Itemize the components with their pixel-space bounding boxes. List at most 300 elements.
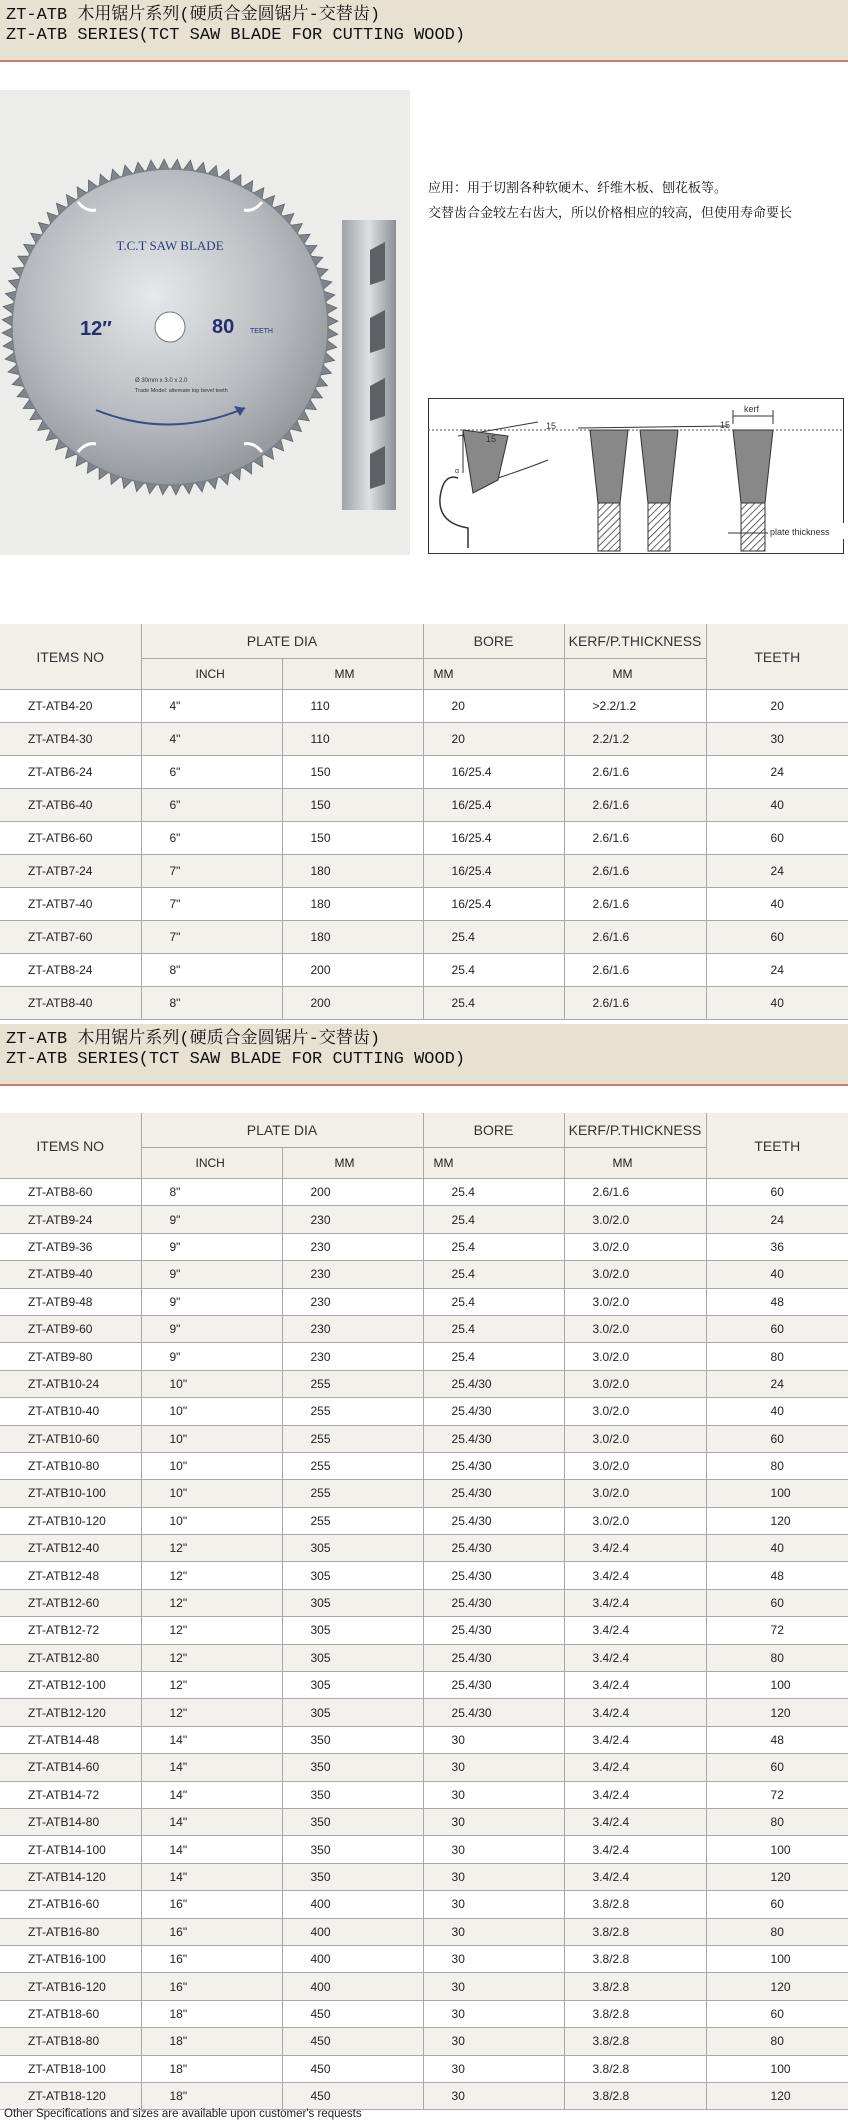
cell-teeth: 40 — [706, 1261, 848, 1288]
cell-bore: 25.4/30 — [423, 1535, 564, 1562]
table-row — [0, 822, 848, 855]
cell-item-no: ZT-ATB4-20 — [0, 690, 141, 723]
application-description — [428, 175, 838, 225]
table-row — [0, 1589, 848, 1616]
cell-mm: 255 — [282, 1370, 423, 1397]
cell-mm: 255 — [282, 1480, 423, 1507]
header-kerf: KERF/P.THICKNESS — [564, 624, 706, 659]
header-teeth-2: TEETH — [706, 1113, 848, 1179]
table-row — [0, 1343, 848, 1370]
table-row — [0, 1754, 848, 1781]
table-row — [0, 1644, 848, 1671]
header-plate-dia: PLATE DIA — [141, 624, 423, 659]
cell-bore: 20 — [423, 723, 564, 756]
cell-mm: 110 — [282, 690, 423, 723]
cell-item-no: ZT-ATB7-24 — [0, 855, 141, 888]
cell-item-no: ZT-ATB16-80 — [0, 1918, 141, 1945]
blade-teeth-word: TEETH — [250, 328, 273, 335]
cell-teeth: 120 — [706, 1973, 848, 2000]
cell-inch: 7" — [141, 921, 282, 954]
cell-mm: 350 — [282, 1836, 423, 1863]
cell-item-no: ZT-ATB10-80 — [0, 1452, 141, 1479]
cell-bore: 30 — [423, 1891, 564, 1918]
cell-kerf: 3.4/2.4 — [564, 1562, 706, 1589]
table-row — [0, 1480, 848, 1507]
cell-teeth: 40 — [706, 987, 848, 1020]
cell-inch: 14" — [141, 1726, 282, 1753]
cell-kerf: 3.0/2.0 — [564, 1343, 706, 1370]
cell-kerf: 3.0/2.0 — [564, 1288, 706, 1315]
cell-kerf: 3.0/2.0 — [564, 1507, 706, 1534]
cell-kerf: 3.8/2.8 — [564, 1891, 706, 1918]
cell-bore: 25.4/30 — [423, 1480, 564, 1507]
cell-bore: 25.4/30 — [423, 1699, 564, 1726]
cell-item-no: ZT-ATB12-40 — [0, 1535, 141, 1562]
cell-kerf: 3.0/2.0 — [564, 1425, 706, 1452]
subheader-inch-2: INCH — [141, 1148, 282, 1179]
table-row — [0, 1617, 848, 1644]
cell-teeth: 120 — [706, 2082, 848, 2109]
subheader-mm-dia: MM — [282, 659, 423, 690]
cell-teeth: 60 — [706, 1315, 848, 1342]
cell-mm: 255 — [282, 1398, 423, 1425]
table-row — [0, 2055, 848, 2082]
cell-teeth: 24 — [706, 756, 848, 789]
cell-mm: 180 — [282, 855, 423, 888]
cell-teeth: 120 — [706, 1699, 848, 1726]
cell-bore: 30 — [423, 2055, 564, 2082]
cell-kerf: 3.4/2.4 — [564, 1863, 706, 1890]
cell-kerf: 3.4/2.4 — [564, 1754, 706, 1781]
cell-inch: 10" — [141, 1398, 282, 1425]
cell-mm: 180 — [282, 888, 423, 921]
table-row — [0, 987, 848, 1020]
cell-mm: 230 — [282, 1288, 423, 1315]
cell-bore: 25.4 — [423, 1315, 564, 1342]
cell-inch: 14" — [141, 1863, 282, 1890]
cell-item-no: ZT-ATB9-36 — [0, 1233, 141, 1260]
cell-bore: 16/25.4 — [423, 855, 564, 888]
svg-text:α: α — [455, 468, 460, 475]
cell-teeth: 80 — [706, 1343, 848, 1370]
cell-inch: 9" — [141, 1343, 282, 1370]
spec-table-2-body — [0, 1179, 848, 2110]
cell-kerf: 3.8/2.8 — [564, 1945, 706, 1972]
cell-kerf: 2.6/1.6 — [564, 789, 706, 822]
cell-inch: 10" — [141, 1370, 282, 1397]
cell-item-no: ZT-ATB9-48 — [0, 1288, 141, 1315]
cell-teeth: 40 — [706, 1535, 848, 1562]
table-row — [0, 690, 848, 723]
cell-item-no: ZT-ATB12-80 — [0, 1644, 141, 1671]
cell-item-no: ZT-ATB10-100 — [0, 1480, 141, 1507]
cell-teeth: 40 — [706, 789, 848, 822]
cell-mm: 200 — [282, 987, 423, 1020]
cell-bore: 25.4 — [423, 954, 564, 987]
cell-teeth: 80 — [706, 1452, 848, 1479]
cell-kerf: 3.4/2.4 — [564, 1808, 706, 1835]
cell-mm: 305 — [282, 1617, 423, 1644]
cell-bore: 25.4/30 — [423, 1644, 564, 1671]
table-row — [0, 1507, 848, 1534]
cell-teeth: 36 — [706, 1233, 848, 1260]
header-plate-dia-2: PLATE DIA — [141, 1113, 423, 1148]
cell-mm: 305 — [282, 1589, 423, 1616]
cell-item-no: ZT-ATB14-80 — [0, 1808, 141, 1835]
cell-inch: 12" — [141, 1589, 282, 1616]
cell-mm: 350 — [282, 1863, 423, 1890]
cell-inch: 6" — [141, 822, 282, 855]
cell-bore: 25.4 — [423, 1233, 564, 1260]
cell-kerf: 3.8/2.8 — [564, 2082, 706, 2109]
cell-inch: 14" — [141, 1836, 282, 1863]
cell-bore: 25.4/30 — [423, 1672, 564, 1699]
cell-mm: 400 — [282, 1973, 423, 2000]
cell-inch: 12" — [141, 1699, 282, 1726]
spec-table-1 — [0, 624, 848, 1020]
cell-mm: 200 — [282, 1179, 423, 1206]
header-items-no: ITEMS NO — [0, 624, 141, 690]
table-row — [0, 1179, 848, 1206]
cell-teeth: 60 — [706, 921, 848, 954]
cell-teeth: 80 — [706, 2028, 848, 2055]
cell-mm: 450 — [282, 2082, 423, 2109]
footnote: Other Specifications and sizes are available upon customer's requests — [4, 2108, 362, 2120]
description-line-1: 应用：用于切割各种软硬木、纤维木板、刨花板等。 — [428, 180, 728, 195]
cell-bore: 20 — [423, 690, 564, 723]
table-row — [0, 2000, 848, 2027]
saw-blade-photo — [0, 90, 410, 555]
cell-item-no: ZT-ATB10-40 — [0, 1398, 141, 1425]
cell-inch: 6" — [141, 756, 282, 789]
description-line-2: 交替齿合金较左右齿大，所以价格相应的较高，但使用寿命要长 — [428, 205, 793, 220]
cell-mm: 400 — [282, 1945, 423, 1972]
cell-teeth: 80 — [706, 1808, 848, 1835]
cell-bore: 16/25.4 — [423, 789, 564, 822]
cell-item-no: ZT-ATB8-60 — [0, 1179, 141, 1206]
cell-bore: 25.4/30 — [423, 1398, 564, 1425]
cell-bore: 30 — [423, 1754, 564, 1781]
cell-bore: 16/25.4 — [423, 888, 564, 921]
table-row — [0, 1808, 848, 1835]
cell-teeth: 60 — [706, 1754, 848, 1781]
title-chinese-2: ZT-ATB 木用锯片系列(硬质合金圆锯片-交替齿) — [6, 1030, 381, 1049]
cell-kerf: 3.4/2.4 — [564, 1726, 706, 1753]
cell-item-no: ZT-ATB14-72 — [0, 1781, 141, 1808]
cell-bore: 30 — [423, 1781, 564, 1808]
cell-kerf: 3.0/2.0 — [564, 1233, 706, 1260]
table-row — [0, 1370, 848, 1397]
header-bore-2: BORE — [423, 1113, 564, 1148]
cell-kerf: 3.8/2.8 — [564, 1973, 706, 2000]
table-row — [0, 1863, 848, 1890]
table-row — [0, 1233, 848, 1260]
cell-kerf: 3.4/2.4 — [564, 1644, 706, 1671]
table-row — [0, 1535, 848, 1562]
table-row — [0, 888, 848, 921]
cell-bore: 25.4/30 — [423, 1452, 564, 1479]
table-row — [0, 1699, 848, 1726]
cell-bore: 25.4 — [423, 987, 564, 1020]
cell-teeth: 48 — [706, 1288, 848, 1315]
cell-kerf: 3.0/2.0 — [564, 1398, 706, 1425]
cell-kerf: 3.0/2.0 — [564, 1480, 706, 1507]
cell-kerf: 3.4/2.4 — [564, 1589, 706, 1616]
cell-bore: 25.4 — [423, 1288, 564, 1315]
cell-mm: 150 — [282, 822, 423, 855]
cell-teeth: 24 — [706, 954, 848, 987]
cell-mm: 255 — [282, 1425, 423, 1452]
header-banner-top — [0, 0, 848, 62]
blade-label: T.C.T SAW BLADE — [116, 238, 224, 253]
cell-inch: 10" — [141, 1507, 282, 1534]
cell-bore: 16/25.4 — [423, 756, 564, 789]
cell-item-no: ZT-ATB16-60 — [0, 1891, 141, 1918]
header-items-no-2: ITEMS NO — [0, 1113, 141, 1179]
cell-inch: 7" — [141, 855, 282, 888]
cell-inch: 4" — [141, 723, 282, 756]
table-row — [0, 1918, 848, 1945]
cell-bore: 30 — [423, 2000, 564, 2027]
header-bore: BORE — [423, 624, 564, 659]
cell-mm: 230 — [282, 1315, 423, 1342]
cell-teeth: 48 — [706, 1562, 848, 1589]
cell-bore: 25.4/30 — [423, 1617, 564, 1644]
cell-item-no: ZT-ATB8-24 — [0, 954, 141, 987]
cell-teeth: 24 — [706, 1370, 848, 1397]
cell-bore: 30 — [423, 1863, 564, 1890]
table-row — [0, 1398, 848, 1425]
header-kerf-2: KERF/P.THICKNESS — [564, 1113, 706, 1148]
cell-mm: 305 — [282, 1562, 423, 1589]
cell-item-no: ZT-ATB12-120 — [0, 1699, 141, 1726]
cell-kerf: 2.6/1.6 — [564, 756, 706, 789]
cell-kerf: 2.6/1.6 — [564, 921, 706, 954]
cell-teeth: 100 — [706, 1672, 848, 1699]
cell-mm: 150 — [282, 789, 423, 822]
cell-teeth: 60 — [706, 1589, 848, 1616]
cell-teeth: 100 — [706, 1480, 848, 1507]
cell-item-no: ZT-ATB6-24 — [0, 756, 141, 789]
table-row — [0, 723, 848, 756]
table-row — [0, 954, 848, 987]
cell-inch: 16" — [141, 1891, 282, 1918]
cell-item-no: ZT-ATB6-60 — [0, 822, 141, 855]
title-english: ZT-ATB SERIES(TCT SAW BLADE FOR CUTTING WOOD) — [6, 26, 466, 45]
cell-inch: 8" — [141, 954, 282, 987]
cell-item-no: ZT-ATB12-100 — [0, 1672, 141, 1699]
blade-bore — [155, 312, 185, 342]
cell-teeth: 40 — [706, 888, 848, 921]
cell-inch: 16" — [141, 1918, 282, 1945]
cell-bore: 30 — [423, 1808, 564, 1835]
table-row — [0, 1836, 848, 1863]
cell-item-no: ZT-ATB14-48 — [0, 1726, 141, 1753]
cell-inch: 16" — [141, 1973, 282, 2000]
blade-size: 12″ — [80, 318, 112, 340]
blade-teeth-count: 80 — [212, 316, 235, 338]
table-row — [0, 1261, 848, 1288]
cell-bore: 25.4 — [423, 921, 564, 954]
cell-item-no: ZT-ATB7-40 — [0, 888, 141, 921]
subheader-mm-kerf: MM — [564, 659, 706, 690]
cell-item-no: ZT-ATB4-30 — [0, 723, 141, 756]
cell-inch: 12" — [141, 1672, 282, 1699]
cell-mm: 350 — [282, 1808, 423, 1835]
cell-mm: 305 — [282, 1644, 423, 1671]
cell-teeth: 60 — [706, 1891, 848, 1918]
subheader-mm-bore-2: MM — [423, 1148, 564, 1179]
cell-item-no: ZT-ATB8-40 — [0, 987, 141, 1020]
cell-inch: 7" — [141, 888, 282, 921]
cell-item-no: ZT-ATB12-72 — [0, 1617, 141, 1644]
cell-teeth: 100 — [706, 1945, 848, 1972]
cell-teeth: 60 — [706, 1425, 848, 1452]
cell-item-no: ZT-ATB14-60 — [0, 1754, 141, 1781]
cell-kerf: 3.4/2.4 — [564, 1836, 706, 1863]
cell-inch: 18" — [141, 2000, 282, 2027]
cell-bore: 25.4 — [423, 1343, 564, 1370]
cell-kerf: 2.6/1.6 — [564, 954, 706, 987]
cell-bore: 16/25.4 — [423, 822, 564, 855]
cell-mm: 350 — [282, 1781, 423, 1808]
cell-teeth: 60 — [706, 1179, 848, 1206]
cell-item-no: ZT-ATB14-100 — [0, 1836, 141, 1863]
cell-kerf: 3.4/2.4 — [564, 1781, 706, 1808]
cell-mm: 400 — [282, 1918, 423, 1945]
title-english-2: ZT-ATB SERIES(TCT SAW BLADE FOR CUTTING WOOD) — [6, 1050, 466, 1069]
cell-bore: 30 — [423, 1945, 564, 1972]
cell-inch: 6" — [141, 789, 282, 822]
cell-teeth: 80 — [706, 1644, 848, 1671]
cell-inch: 16" — [141, 1945, 282, 1972]
cell-bore: 25.4/30 — [423, 1370, 564, 1397]
cell-mm: 230 — [282, 1233, 423, 1260]
cell-mm: 180 — [282, 921, 423, 954]
blade-fine-print-1: Ø 30mm x 3.0 x 2.0 — [135, 378, 188, 384]
cell-item-no: ZT-ATB16-100 — [0, 1945, 141, 1972]
cell-item-no: ZT-ATB7-60 — [0, 921, 141, 954]
cell-mm: 305 — [282, 1672, 423, 1699]
cell-mm: 230 — [282, 1261, 423, 1288]
cell-inch: 9" — [141, 1315, 282, 1342]
cell-mm: 400 — [282, 1891, 423, 1918]
table-row — [0, 1945, 848, 1972]
cell-kerf: 3.4/2.4 — [564, 1535, 706, 1562]
cell-teeth: 72 — [706, 1617, 848, 1644]
cell-teeth: 100 — [706, 2055, 848, 2082]
table-row — [0, 1315, 848, 1342]
cell-kerf: 3.4/2.4 — [564, 1617, 706, 1644]
table-row — [0, 1973, 848, 2000]
table-row — [0, 1425, 848, 1452]
table-row — [0, 1562, 848, 1589]
cell-mm: 350 — [282, 1726, 423, 1753]
cell-inch: 12" — [141, 1535, 282, 1562]
cell-kerf: 3.0/2.0 — [564, 1206, 706, 1233]
cell-inch: 9" — [141, 1206, 282, 1233]
cell-bore: 30 — [423, 1836, 564, 1863]
cell-item-no: ZT-ATB18-60 — [0, 2000, 141, 2027]
cell-mm: 230 — [282, 1206, 423, 1233]
cell-kerf: 2.6/1.6 — [564, 888, 706, 921]
svg-text:15: 15 — [720, 420, 731, 430]
cell-kerf: 3.4/2.4 — [564, 1672, 706, 1699]
cell-kerf: 2.6/1.6 — [564, 987, 706, 1020]
svg-text:15: 15 — [486, 434, 497, 444]
cell-teeth: 72 — [706, 1781, 848, 1808]
table-row — [0, 789, 848, 822]
table-row — [0, 2082, 848, 2109]
cell-inch: 18" — [141, 2028, 282, 2055]
spec-table-2 — [0, 1113, 848, 2110]
cell-inch: 12" — [141, 1644, 282, 1671]
cell-mm: 230 — [282, 1343, 423, 1370]
cell-teeth: 60 — [706, 822, 848, 855]
cell-item-no: ZT-ATB18-80 — [0, 2028, 141, 2055]
cell-kerf: 2.2/1.2 — [564, 723, 706, 756]
svg-text:15: 15 — [546, 421, 557, 431]
cell-teeth: 40 — [706, 1398, 848, 1425]
cell-inch: 18" — [141, 2055, 282, 2082]
cell-bore: 25.4 — [423, 1261, 564, 1288]
cell-inch: 10" — [141, 1425, 282, 1452]
cell-teeth: 100 — [706, 1836, 848, 1863]
cell-inch: 9" — [141, 1233, 282, 1260]
cell-teeth: 48 — [706, 1726, 848, 1753]
cell-mm: 200 — [282, 954, 423, 987]
cell-inch: 9" — [141, 1261, 282, 1288]
blade-side-view — [342, 220, 396, 510]
cell-kerf: 3.0/2.0 — [564, 1452, 706, 1479]
cell-item-no: ZT-ATB10-60 — [0, 1425, 141, 1452]
spec-table-1-body — [0, 690, 848, 1020]
title-chinese: ZT-ATB 木用锯片系列(硬质合金圆锯片-交替齿) — [6, 6, 381, 25]
cell-teeth: 24 — [706, 1206, 848, 1233]
table-row — [0, 1452, 848, 1479]
table-row — [0, 1726, 848, 1753]
cell-kerf: 2.6/1.6 — [564, 822, 706, 855]
cell-bore: 25.4/30 — [423, 1589, 564, 1616]
table-row — [0, 756, 848, 789]
cell-inch: 14" — [141, 1808, 282, 1835]
cell-item-no: ZT-ATB18-100 — [0, 2055, 141, 2082]
cell-kerf: 2.6/1.6 — [564, 855, 706, 888]
cell-kerf: 3.8/2.8 — [564, 2028, 706, 2055]
cell-teeth: 30 — [706, 723, 848, 756]
cell-kerf: 3.0/2.0 — [564, 1261, 706, 1288]
cell-item-no: ZT-ATB9-40 — [0, 1261, 141, 1288]
cell-item-no: ZT-ATB9-24 — [0, 1206, 141, 1233]
cell-inch: 14" — [141, 1781, 282, 1808]
cell-mm: 450 — [282, 2028, 423, 2055]
cell-teeth: 20 — [706, 690, 848, 723]
cell-item-no: ZT-ATB10-120 — [0, 1507, 141, 1534]
svg-text:kerf: kerf — [744, 404, 760, 414]
cell-bore: 30 — [423, 1918, 564, 1945]
cell-bore: 30 — [423, 2028, 564, 2055]
cell-bore: 25.4/30 — [423, 1425, 564, 1452]
header-teeth: TEETH — [706, 624, 848, 690]
subheader-mm-kerf-2: MM — [564, 1148, 706, 1179]
cell-mm: 255 — [282, 1452, 423, 1479]
cell-inch: 10" — [141, 1480, 282, 1507]
cell-bore: 30 — [423, 1973, 564, 2000]
cell-item-no: ZT-ATB9-80 — [0, 1343, 141, 1370]
cell-kerf: 3.0/2.0 — [564, 1370, 706, 1397]
cell-inch: 12" — [141, 1617, 282, 1644]
cell-mm: 305 — [282, 1699, 423, 1726]
